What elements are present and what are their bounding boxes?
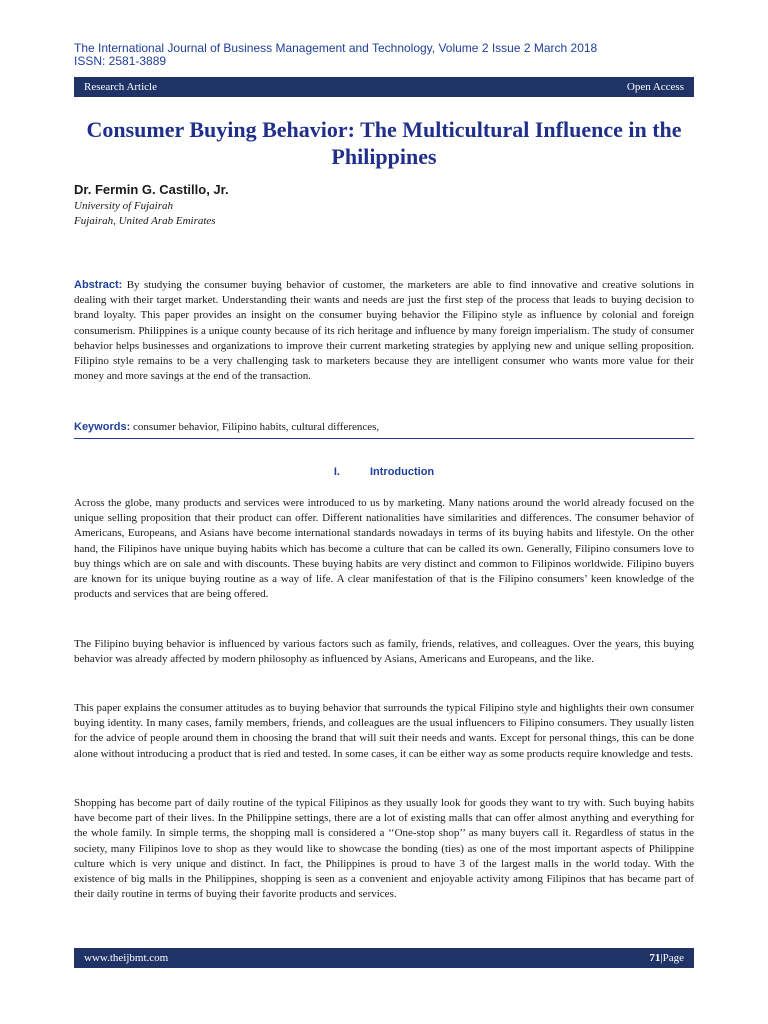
section-heading bbox=[74, 466, 694, 478]
paper-title: Consumer Buying Behavior: The Multicultural Influence in the Philippines bbox=[86, 117, 682, 169]
keywords-divider bbox=[74, 438, 694, 439]
abstract-text: By studying the consumer buying behavior of customer, the marketers are able to find innovative and creative solutions in dealing with their target market. Understanding their wants and needs are just the first step of the process that leads to buying decision to brand loyalty. This paper provides an insight on the consumer buying behavior the Filipino style as influence by colonial and foreign consumerism. Philippines is a unique county because of its rich heritage and influence by many foreign imperialism. The study of consumer behavior helps businesses and organizations to improve their current marketing strategies by applying new and unique selling proposition. Filipino style remains to be a very challenging task to marketers because they are intelligent consumer who wants more value for their money and more savings at the end of the transaction. bbox=[74, 279, 694, 383]
keywords-separator: : bbox=[126, 421, 131, 433]
body-paragraph: This paper explains the consumer attitudes as to buying behavior that surrounds the typical Filipino style and highlights their own consumer buying identity. In many cases, family members, friends, and colleagues are the usual influencers to Filipino consumers. They usually listen for the advice of people around them in choosing the brand that will suit their needs and wants. Except for personal things, this can be done alone without introducing a product that is ried and tested. In some cases, it can be either way as some products require knowledge and tests. bbox=[74, 702, 694, 760]
body-paragraph: Shopping has become part of daily routine of the typical Filipinos as they usually look for goods they want to try with. Such buying habits have become part of their lives. In the Philippine settings, there are a lot of existing malls that can offer almost anything and everything for the whole family. In simple terms, the shopping mall is considered a ‘‘One-stop shop’’ as many buyers call it. Regardless of status in the society, many Filipinos love to shop as they would like to showcase the bonding (ties) as one of the most important aspects of Philippine culture which is very unique and distinct. In fact, the Philippines is proud to have 3 of the largest malls in the world today. With the existence of big malls in the Philippines, shopping is seen as a convenient and enjoyable activity among Filipinos that has became part of their daily routine in terms of buying their favorite products and services. bbox=[74, 797, 694, 901]
body-paragraph: The Filipino buying behavior is influenced by various factors such as family, friends, relatives, and colleagues. Over the years, this buying behavior was already affected by modern philosophy as influenced by Asians, Americans and Europeans, and the like. bbox=[74, 638, 694, 666]
author-affiliation-university: University of Fujairah bbox=[74, 200, 173, 212]
page-footer bbox=[74, 948, 694, 968]
section-title: Introduction bbox=[369, 466, 435, 478]
abstract bbox=[74, 278, 694, 384]
keywords bbox=[74, 420, 694, 435]
page-label: |Page bbox=[660, 952, 684, 964]
journal-citation: The International Journal of Business Management and Technology, Volume 2 Issue 2 March 2018 bbox=[74, 41, 598, 55]
article-type-label: Research Article bbox=[84, 81, 157, 93]
page-number-value: 71 bbox=[649, 952, 661, 964]
article-type-bar bbox=[74, 77, 694, 97]
journal-header bbox=[74, 42, 597, 68]
journal-issn: ISSN: 2581-3889 bbox=[74, 54, 167, 68]
abstract-label: Abstract: bbox=[74, 279, 123, 291]
body-paragraph: Across the globe, many products and services were introduced to us by marketing. Many nations around the world already focused on the unique selling proposition that their product can offer. Different nationalities have similarities and differences. The consumer behavior of Americans, Europeans, and Asians have become international standards nowadays in terms of its buying habits and lifestyle. On the other hand, the Filipinos have unique buying habits which has become a culture that can be called its own. Generally, Filipino consumers love to buy things which are on sale and with discounts. These buying habits are very distinct and common to Filipinos worldwide. Filipino buyers are known for its unique buying routine as a way of life. A clear manifestation of that is the Filipino consumers’ keen knowledge of the products and services that are being offered. bbox=[74, 497, 694, 601]
keywords-label: Keywords bbox=[74, 421, 127, 433]
page-number bbox=[649, 952, 684, 964]
section-number: I. bbox=[333, 466, 340, 478]
access-label: Open Access bbox=[626, 81, 684, 93]
author-name: Dr. Fermin G. Castillo, Jr. bbox=[74, 182, 229, 197]
journal-website[interactable]: www.theijbmt.com bbox=[84, 952, 169, 964]
keywords-text: consumer behavior, Filipino habits, cultural differences, bbox=[130, 421, 380, 433]
author-affiliation-location: Fujairah, United Arab Emirates bbox=[74, 215, 216, 227]
